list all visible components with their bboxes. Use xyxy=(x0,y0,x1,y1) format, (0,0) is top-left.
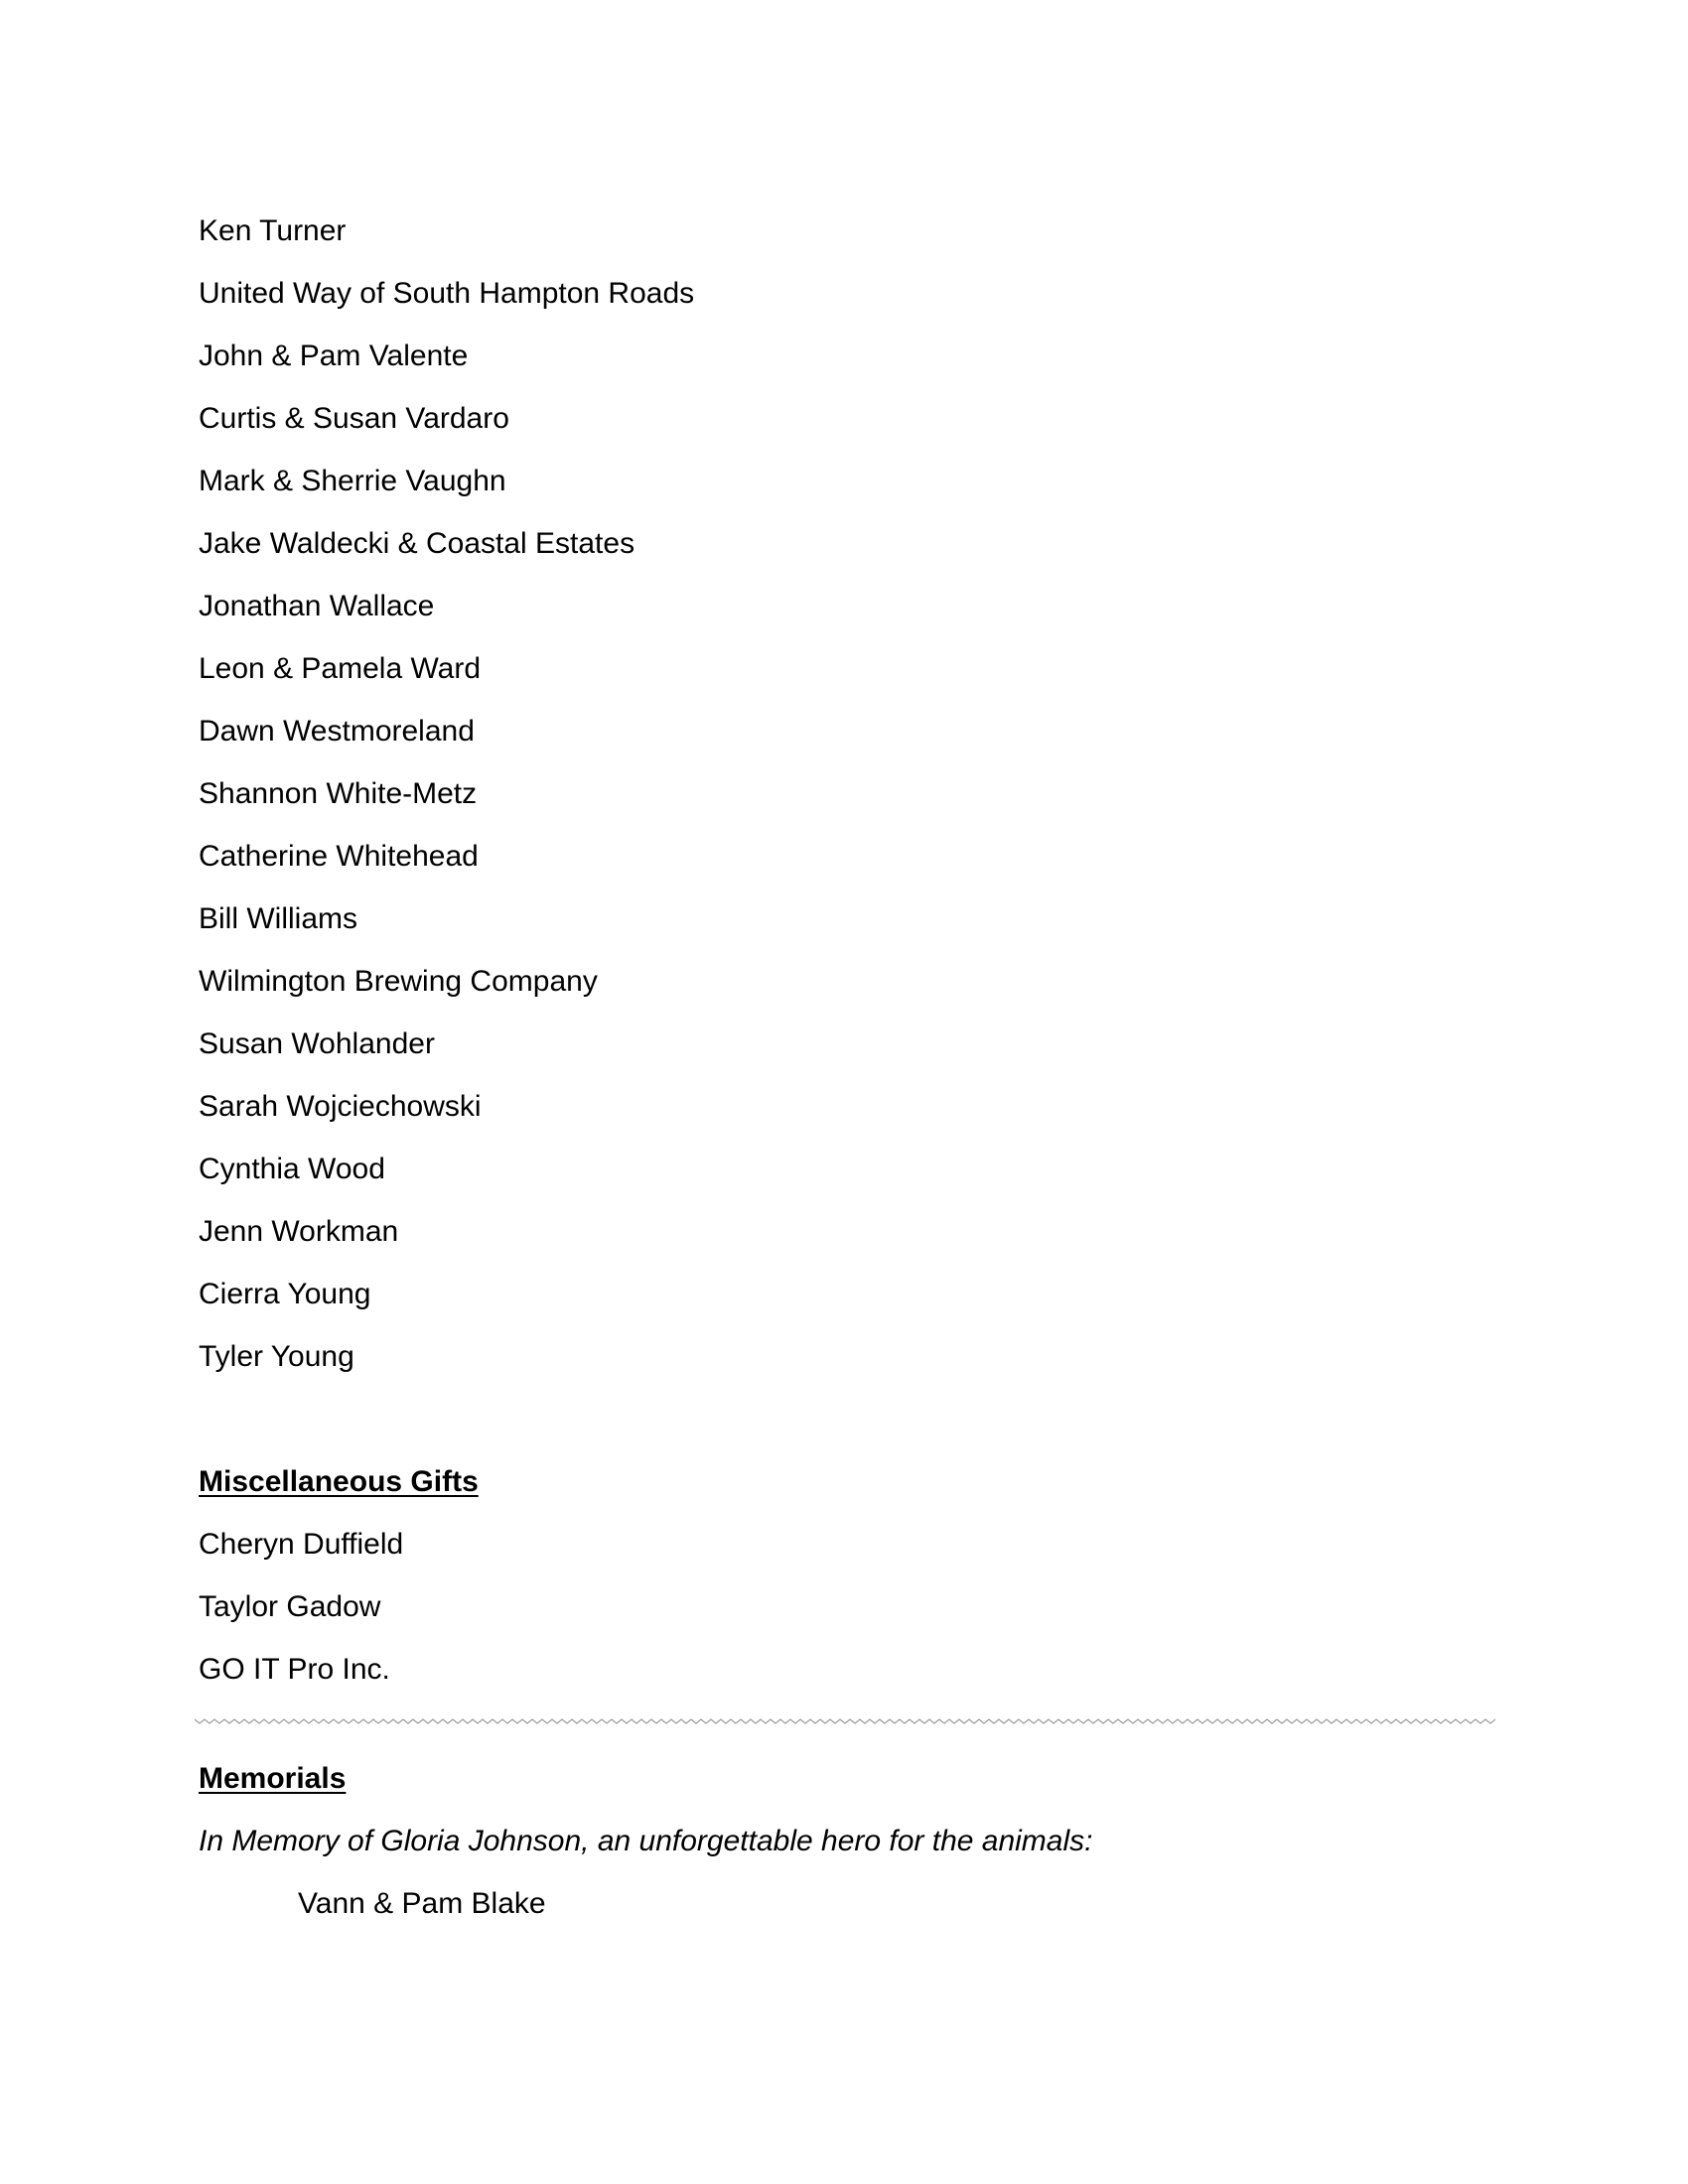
section-spacer xyxy=(199,1388,1489,1450)
memorials-heading: Memorials xyxy=(199,1762,347,1795)
donor-name: Catherine Whitehead xyxy=(199,840,479,873)
misc-gifts-heading-line xyxy=(199,1450,1489,1513)
donor-name: Curtis & Susan Vardaro xyxy=(199,402,509,435)
wavy-divider xyxy=(199,1701,1489,1747)
donor-name: United Way of South Hampton Roads xyxy=(199,277,695,310)
memorial-donor-name: Vann & Pam Blake xyxy=(298,1887,546,1920)
wavy-divider-line xyxy=(195,1716,1495,1726)
donor-name: Dawn Westmoreland xyxy=(199,715,475,748)
donor-name: Susan Wohlander xyxy=(199,1027,435,1060)
donor-name: Shannon White-Metz xyxy=(199,777,478,810)
misc-gift-name: GO IT Pro Inc. xyxy=(199,1653,390,1686)
misc-gift-name: Cheryn Duffield xyxy=(199,1528,404,1561)
donor-list xyxy=(199,200,1489,1388)
donor-name: Sarah Wojciechowski xyxy=(199,1090,482,1123)
donor-name: Jake Waldecki & Coastal Estates xyxy=(199,527,635,560)
misc-gifts-heading: Miscellaneous Gifts xyxy=(199,1465,479,1498)
donor-name: Jonathan Wallace xyxy=(199,590,435,622)
donor-name: Mark & Sherrie Vaughn xyxy=(199,465,506,497)
donor-name: Cierra Young xyxy=(199,1278,371,1310)
donor-name: Wilmington Brewing Company xyxy=(199,965,598,998)
donor-name: Cynthia Wood xyxy=(199,1153,385,1185)
memorials-section xyxy=(199,1747,1489,1935)
donor-name: Bill Williams xyxy=(199,902,357,935)
donor-name: Ken Turner xyxy=(199,214,347,247)
donor-name: John & Pam Valente xyxy=(199,340,469,372)
donor-name: Jenn Workman xyxy=(199,1215,399,1248)
misc-gift-name: Taylor Gadow xyxy=(199,1590,381,1623)
donor-name: Tyler Young xyxy=(199,1340,354,1373)
memorial-dedication: In Memory of Gloria Johnson, an unforgettable hero for the animals: xyxy=(199,1825,1093,1857)
page-content xyxy=(199,200,1489,1935)
donor-name: Leon & Pamela Ward xyxy=(199,652,482,685)
memorials-heading-line xyxy=(199,1747,1489,1810)
misc-gifts-section xyxy=(199,1450,1489,1701)
